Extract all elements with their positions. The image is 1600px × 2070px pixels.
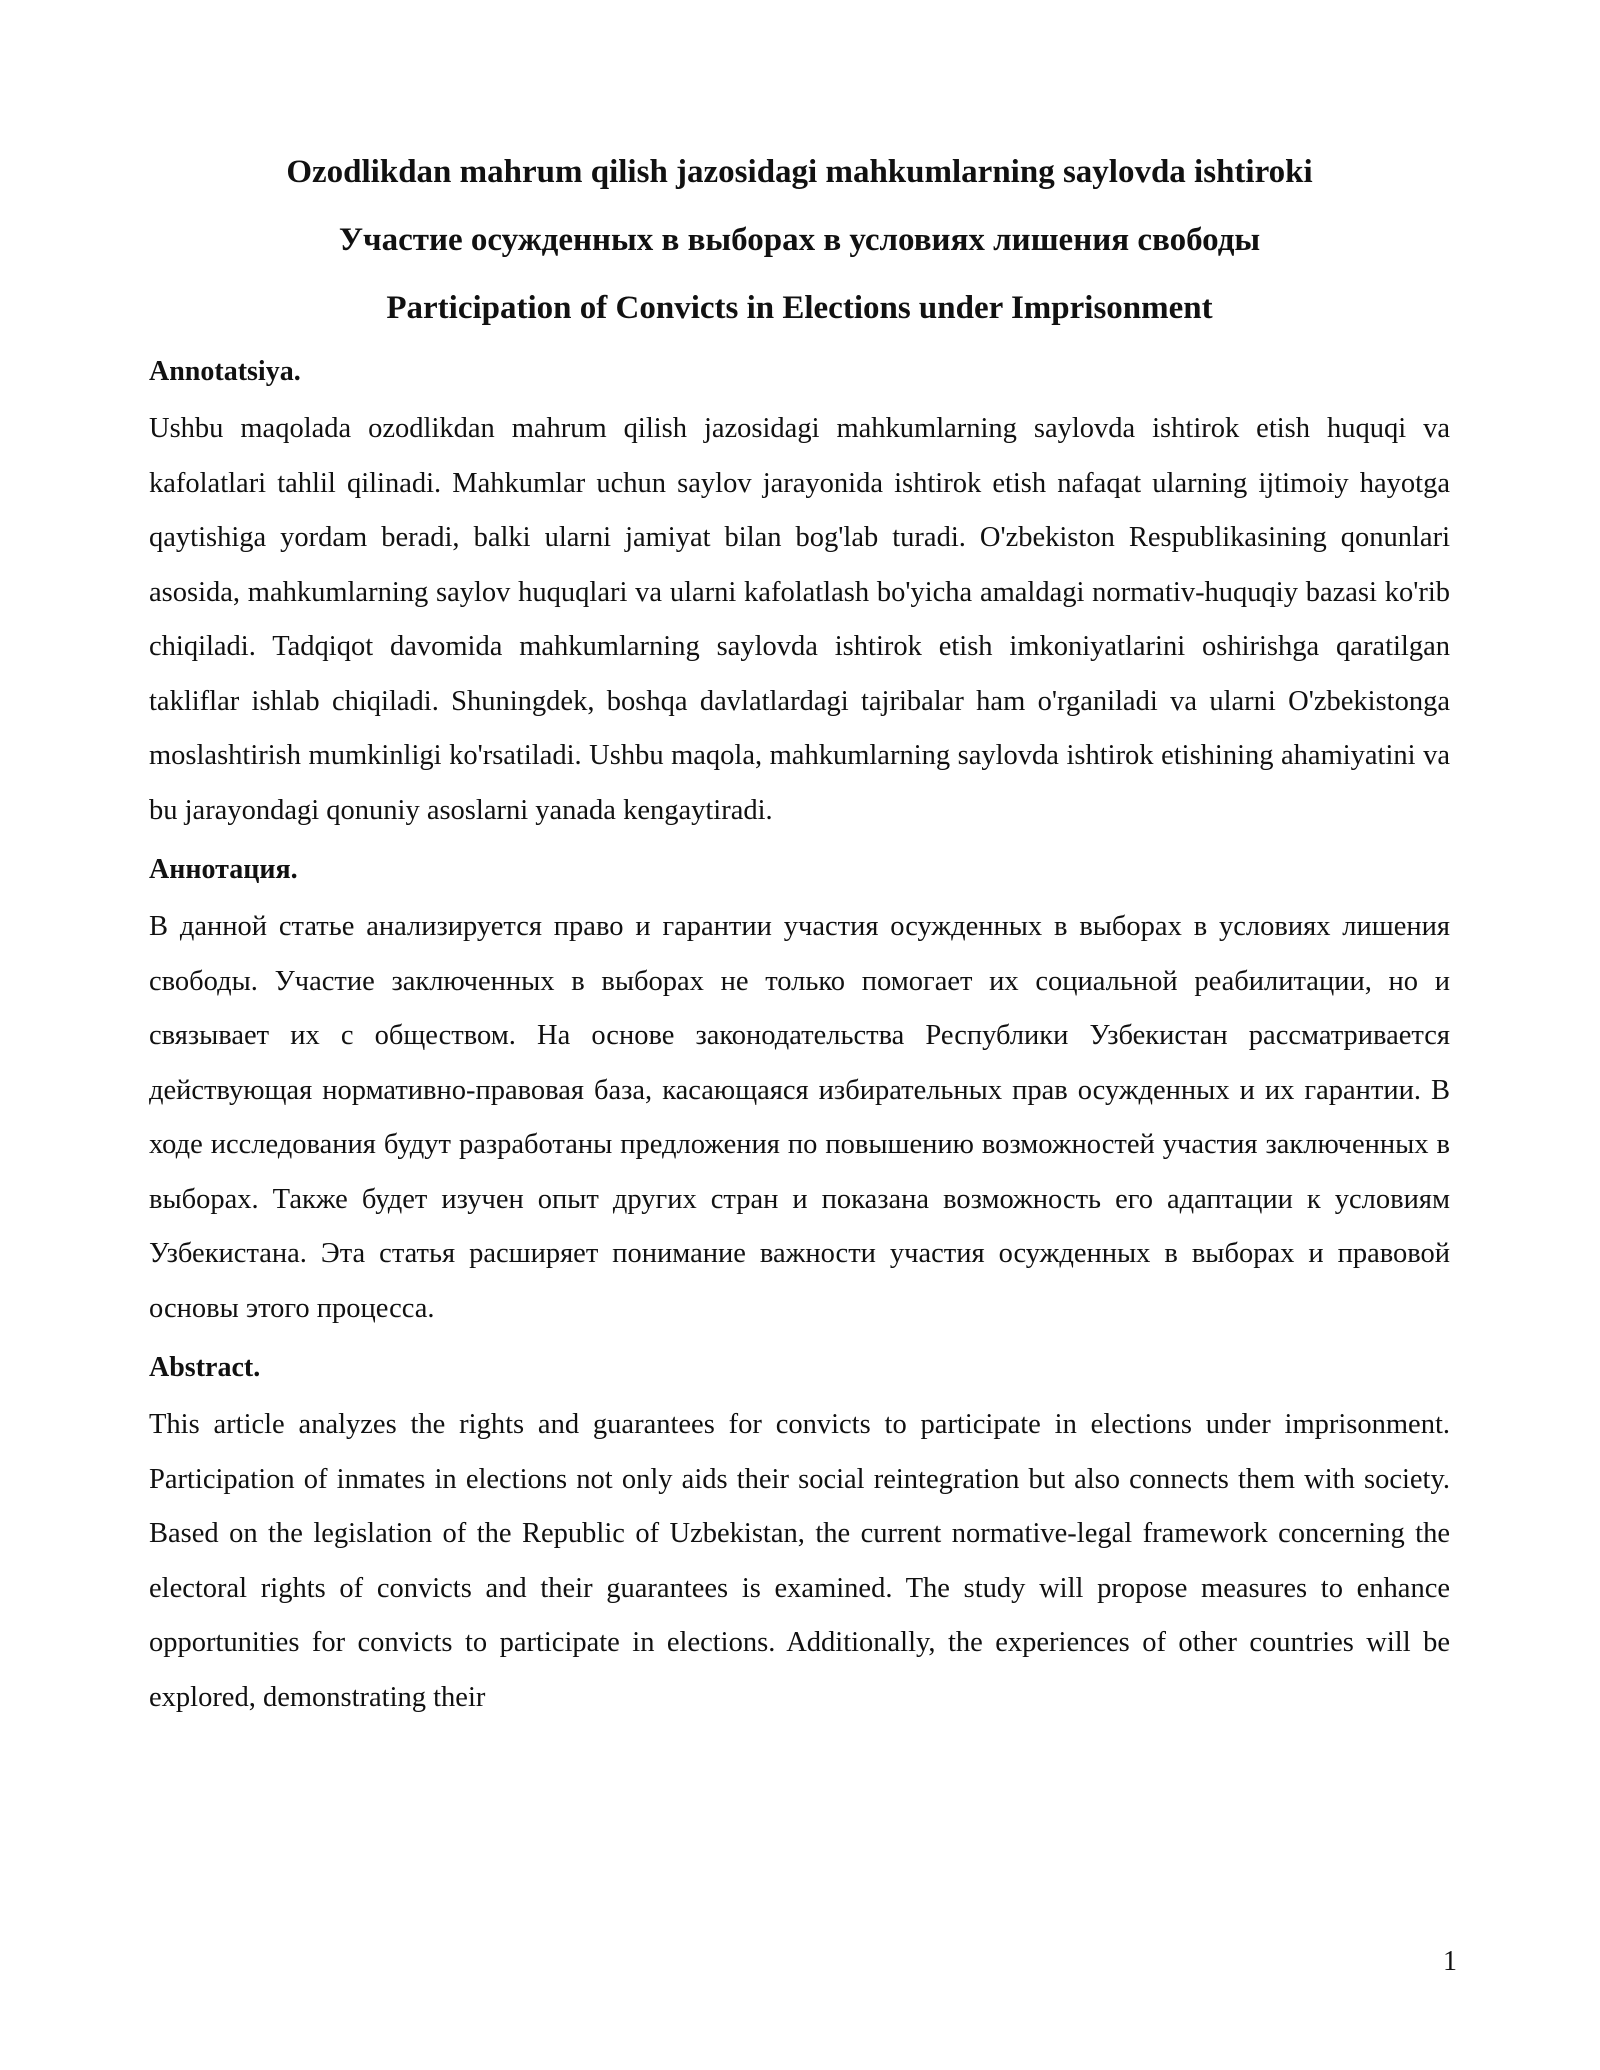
title-english: Participation of Convicts in Elections under Imprisonment [386, 290, 1213, 326]
title-russian: Участие осужденных в выборах в условиях лишения свободы [338, 222, 1261, 258]
heading-annotatsiya-russian: Аннотация. [149, 854, 298, 885]
heading-abstract: Abstract. [149, 1352, 261, 1383]
paragraph-abstract: This article analyzes the rights and guarantees for convicts to participate in elections under imprisonment. Participation of inmates in elections not only aids their social reintegration but also connects them with society. Based on the legislation of the Republic of Uzbekistan, the current normative-legal framework concerning the electoral rights of convicts and their guarantees is examined. The study will propose measures to enhance opportunities for convicts to participate in elections. Additionally, the experiences of other countries will be explored, demonstrating their [149, 1409, 1450, 1713]
page-content [149, 138, 1450, 1725]
heading-annotatsiya: Annotatsiya. [149, 356, 301, 387]
page-number: 1 [1443, 1946, 1457, 1977]
title-uzbek: Ozodlikdan mahrum qilish jazosidagi mahkumlarning saylovda ishtiroki [286, 154, 1313, 190]
paragraph-annotatsiya-russian: В данной статье анализируется право и гарантии участия осужденных в выборах в условиях лишения свободы. Участие заключенных в выборах не только помогает их социальной реабилитации, но и связывает их с обществом. На основе законодательства Республики Узбекистан рассматривается действующая нормативно-правовая база, касающаяся избирательных прав осужденных и их гарантии. В ходе исследования будут разработаны предложения по повышению возможностей участия заключенных в выборах. Также будет изучен опыт других стран и показана возможность его адаптации к условиям Узбекистана. Эта статья расширяет понимание важности участия осужденных в выборах и правовой основы этого процесса. [149, 911, 1450, 1324]
paragraph-annotatsiya: Ushbu maqolada ozodlikdan mahrum qilish jazosidagi mahkumlarning saylovda ishtirok etish huquqi va kafolatlari tahlil qilinadi. Mahkumlar uchun saylov jarayonida ishtirok etish nafaqat ularning ijtimoiy hayotga qaytishiga yordam beradi, balki ularni jamiyat bilan bog'lab turadi. O'zbekiston Respublikasining qonunlari asosida, mahkumlarning saylov huquqlari va ularni kafolatlash bo'yicha amaldagi normativ-huquqiy bazasi ko'rib chiqiladi. Tadqiqot davomida mahkumlarning saylovda ishtirok etish imkoniyatlarini oshirishga qaratilgan takliflar ishlab chiqiladi. Shuningdek, boshqa davlatlardagi tajribalar ham o'rganiladi va ularni O'zbekistonga moslashtirish mumkinligi ko'rsatiladi. Ushbu maqola, mahkumlarning saylovda ishtirok etishining ahamiyatini va bu jarayondagi qonuniy asoslarni yanada kengaytiradi. [149, 413, 1450, 826]
